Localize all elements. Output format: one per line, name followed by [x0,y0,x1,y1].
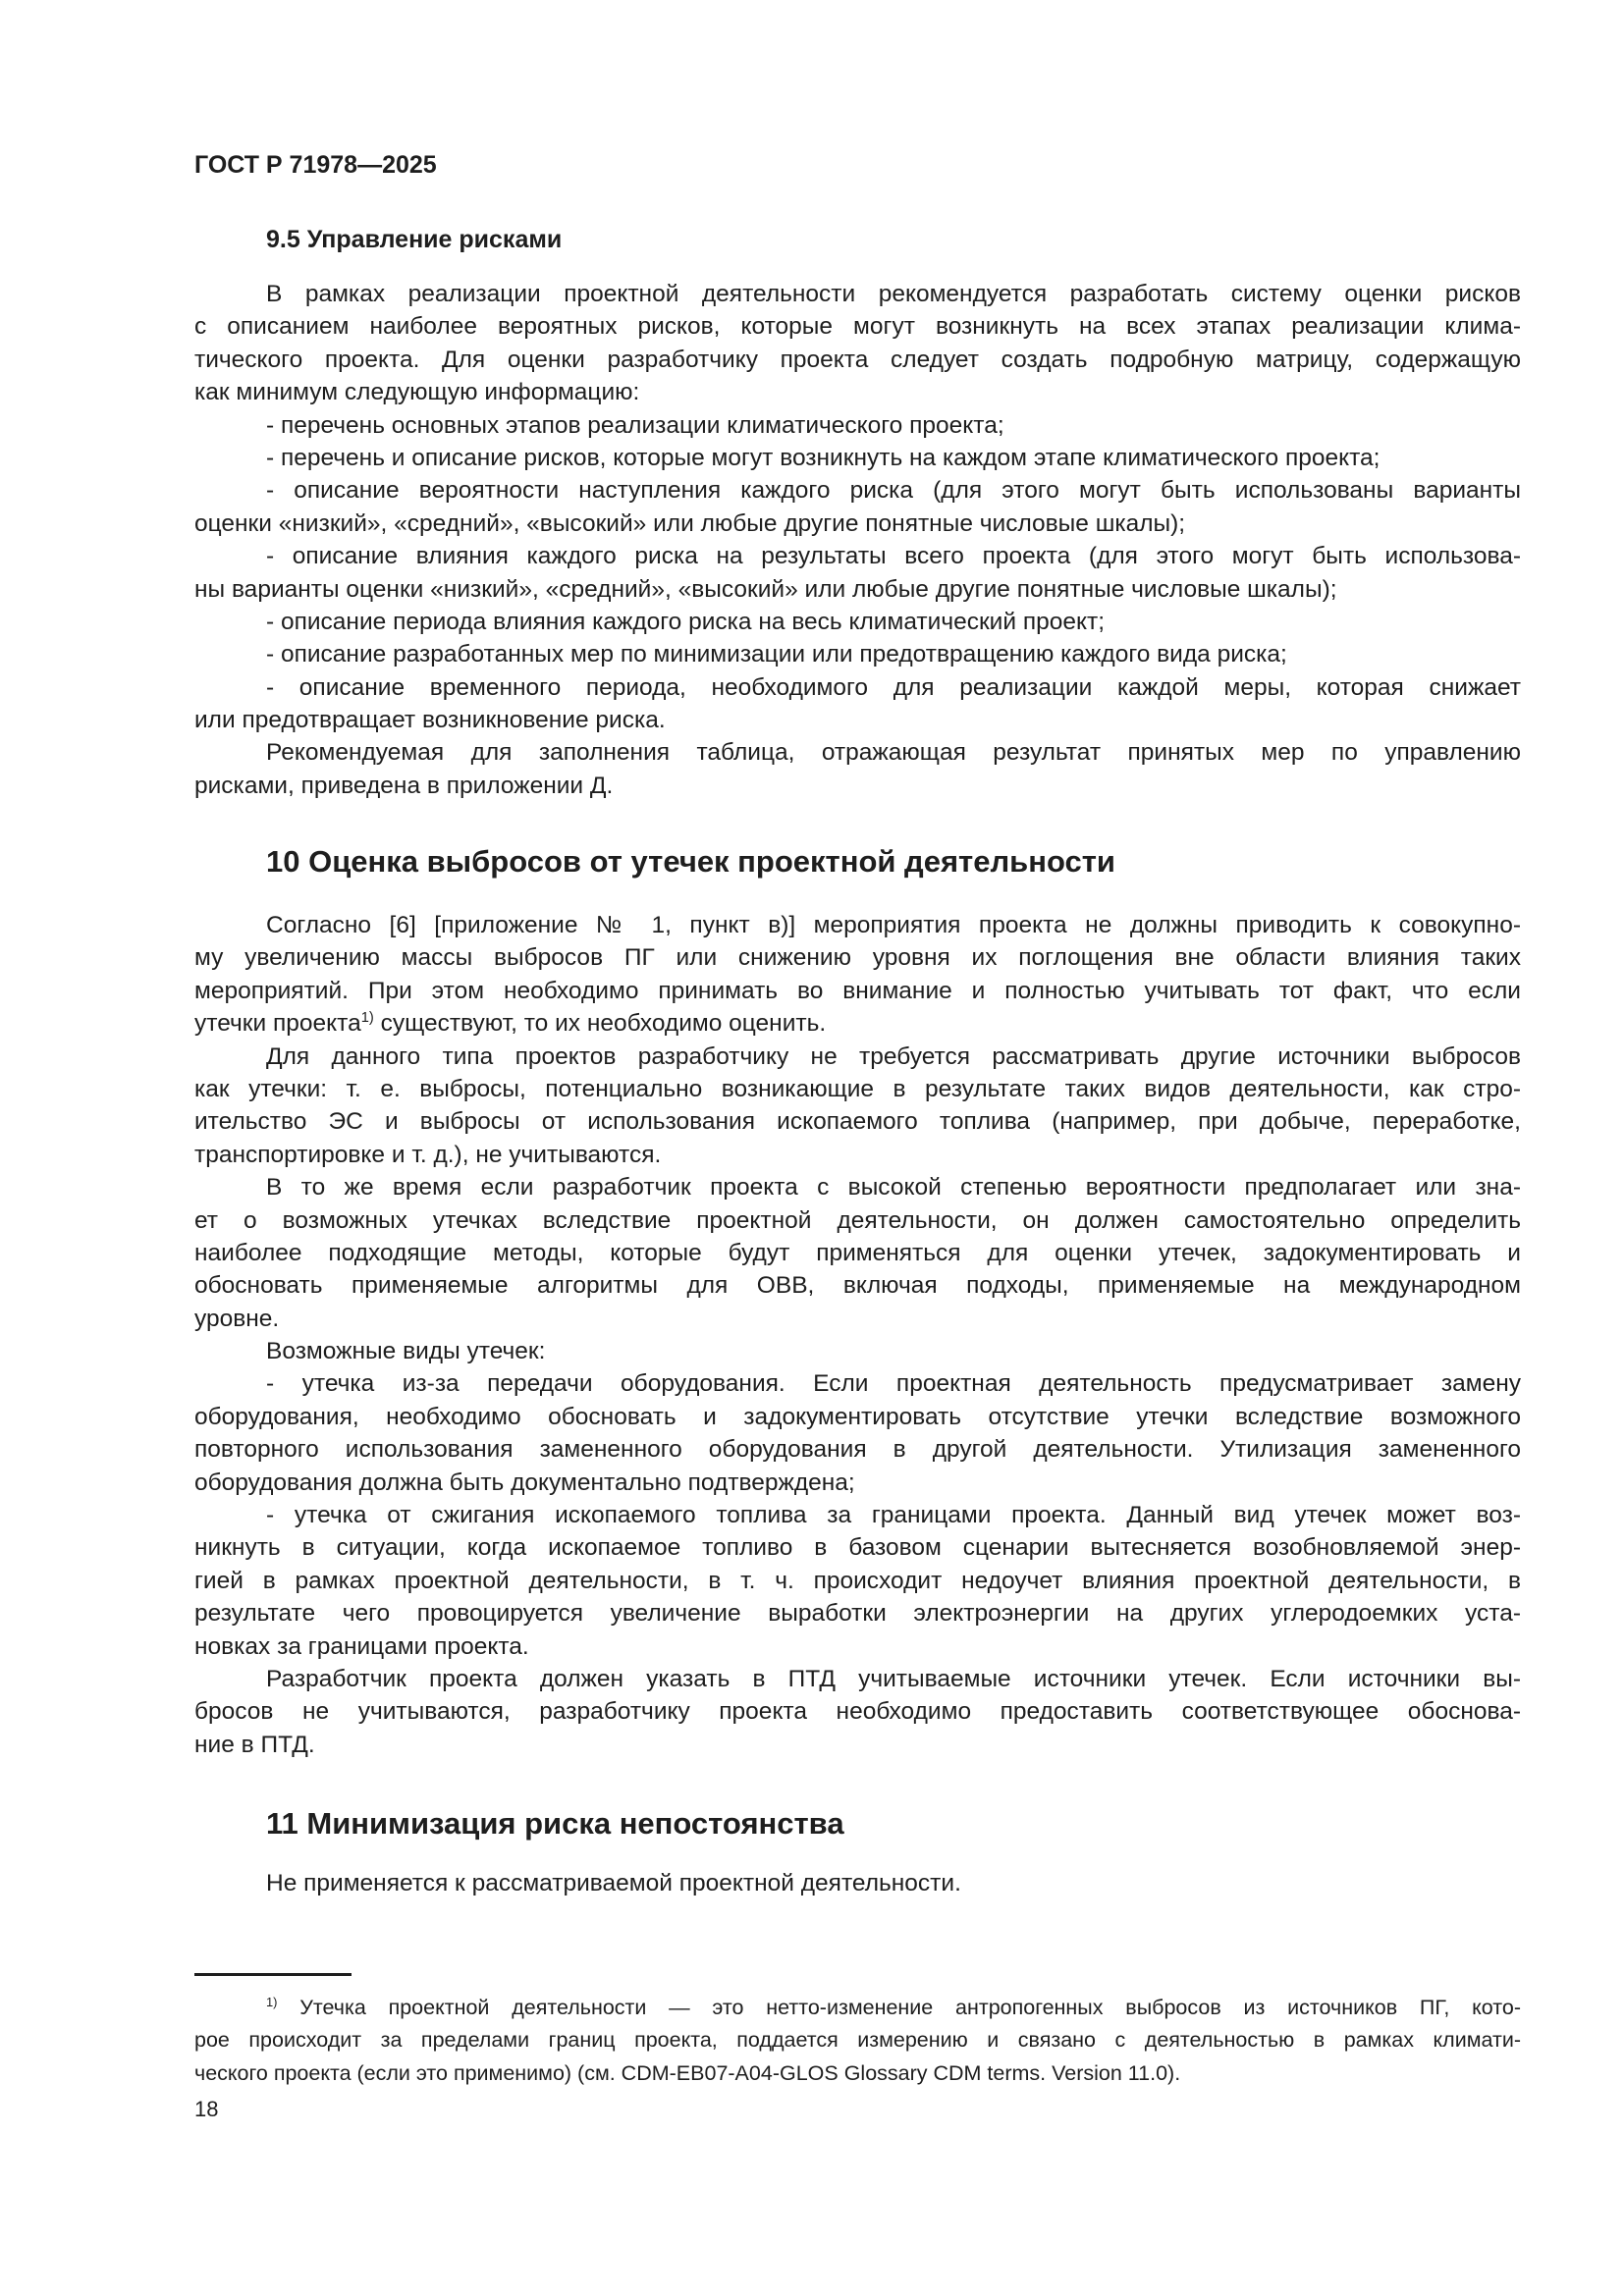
paragraph-line: ны варианты оценки «низкий», «средний», «высокий» или любые другие понятные числовые шкалы); [194,575,1337,603]
paragraph-line: Разработчик проекта должен указать в ПТД учитываемые источники утечек. Если источники вы- [266,1665,1521,1692]
paragraph-line: наиболее подходящие методы, которые будут применяться для оценки утечек, задокументировать и [194,1239,1521,1266]
section-11-heading: 11 Минимизация риска непостоянства [266,1806,844,1841]
paragraph-line: Не применяется к рассматриваемой проектной деятельности. [266,1870,961,1896]
paragraph-line: оборудования, необходимо обосновать и задокументировать отсутствие утечки вследствие возможного [194,1403,1521,1430]
section-11-body [194,1867,1521,1899]
footnote-line: ческого проекта (если это применимо) (см. CDM-EB07-A04-GLOS Glossary CDM terms. Version 11.0). [194,2060,1181,2085]
footnote-reference: 1) [360,1010,374,1027]
paragraph-line: ние в ПТД. [194,1731,315,1758]
paragraph-line: му увеличению массы выбросов ПГ или снижению уровня их поглощения вне области влияния таких [194,944,1521,972]
footnote-line: $^{1)}$ Утечка проектной деятельности — это нетто-изменение антропогенных выбросов из источников ПГ, кото- [266,1994,1521,2019]
paragraph-line: транспортировке и т. д.), не учитываются. [194,1141,662,1168]
paragraph-line: уровне. [194,1305,280,1332]
paragraph-line: - перечень основных этапов реализации климатического проекта; [266,411,1004,439]
paragraph-line: утечки проекта$^{1)}$ существуют, то их необходимо оценить. [194,1010,827,1038]
paragraph-line: как утечки: т. е. выбросы, потенциально возникающие в результате таких видов деятельности, как стро- [194,1075,1521,1102]
section-9-5-body [194,278,1521,802]
paragraph-line: тического проекта. Для оценки разработчику проекта следует создать подробную матрицу, содержащую [194,346,1521,373]
paragraph-line: - утечка от сжигания ископаемого топлива за границами проекта. Данный вид утечек может воз- [266,1502,1521,1529]
paragraph-line: Для данного типа проектов разработчику не требуется рассматривать другие источники выбросов [266,1042,1521,1070]
paragraph-line: мероприятий. При этом необходимо принимать во внимание и полностью учитывать тот факт, что если [194,977,1521,1004]
paragraph-line: никнуть в ситуации, когда ископаемое топливо в базовом сценарии вытесняется возобновляемой энер- [194,1534,1521,1562]
section-10-body [194,909,1521,1761]
paragraph-line: - утечка из-за передачи оборудования. Если проектная деятельность предусматривает замену [266,1370,1521,1398]
footnote-line: рое происходит за пределами границ проекта, поддается измерению и связано с деятельностью в рамках климати- [194,2028,1521,2053]
paragraph-line: бросов не учитываются, разработчику проекта необходимо предоставить соответствующее обоснова- [194,1698,1521,1726]
paragraph-line: - описание влияния каждого риска на результаты всего проекта (для этого могут быть использова- [266,543,1521,570]
paragraph-line: новках за границами проекта. [194,1632,529,1660]
paragraph-line: - перечень и описание рисков, которые могут возникнуть на каждом этапе климатического проекта; [266,444,1380,471]
section-10-heading: 10 Оценка выбросов от утечек проектной деятельности [266,844,1115,879]
paragraph-line: или предотвращает возникновение риска. [194,707,666,734]
paragraph-line: ет о возможных утечках вследствие проектной деятельности, он должен самостоятельно определить [194,1206,1521,1234]
paragraph-line: обосновать применяемые алгоритмы для ОВВ, включая подходы, применяемые на международном [194,1272,1521,1300]
paragraph-line: повторного использования замененного оборудования в другой деятельности. Утилизация замененного [194,1436,1521,1464]
paragraph-line: рисками, приведена в приложении Д. [194,772,614,799]
paragraph-line: ительство ЭС и выбросы от использования ископаемого топлива (например, при добыче, переработке, [194,1108,1521,1136]
paragraph-line: результате чего провоцируется увеличение выработки электроэнергии на других углеродоемких уста- [194,1600,1521,1628]
section-9-5-heading: 9.5 Управление рисками [266,226,563,253]
paragraph-line: оценки «низкий», «средний», «высокий» или любые другие понятные числовые шкалы); [194,509,1186,537]
paragraph-line: - описание разработанных мер по минимизации или предотвращению каждого вида риска; [266,641,1287,668]
paragraph-line: - описание периода влияния каждого риска на весь климатический проект; [266,608,1106,635]
paragraph-line: Согласно [6] [приложение № 1, пункт в)] мероприятия проекта не должны приводить к совокупно- [266,912,1521,938]
paragraph-line: В рамках реализации проектной деятельности рекомендуется разработать систему оценки рисков [266,281,1521,307]
footnote-separator [194,1973,352,1976]
paragraph-line: Рекомендуемая для заполнения таблица, отражающая результат принятых мер по управлению [266,739,1521,767]
paragraph-line: Возможные виды утечек: [266,1338,546,1365]
page-number: 18 [194,2097,219,2121]
footnote [194,1993,1521,2091]
paragraph-line: оборудования должна быть документально подтверждена; [194,1468,855,1496]
document-header: ГОСТ Р 71978—2025 [194,151,437,179]
paragraph-line: с описанием наиболее вероятных рисков, которые могут возникнуть на всех этапах реализации клима- [194,313,1521,341]
paragraph-line: гией в рамках проектной деятельности, в т. ч. происходит недоучет влияния проектной деятельности, в [194,1567,1521,1594]
paragraph-line: - описание вероятности наступления каждого риска (для этого могут быть использованы варианты [266,477,1521,505]
footnote-marker: 1) [266,1994,278,2009]
paragraph-line: - описание временного периода, необходимого для реализации каждой меры, которая снижает [266,673,1521,701]
paragraph-line: как минимум следующую информацию: [194,379,640,406]
paragraph-line: В то же время если разработчик проекта с высокой степенью вероятности предполагает или зна- [266,1174,1521,1201]
